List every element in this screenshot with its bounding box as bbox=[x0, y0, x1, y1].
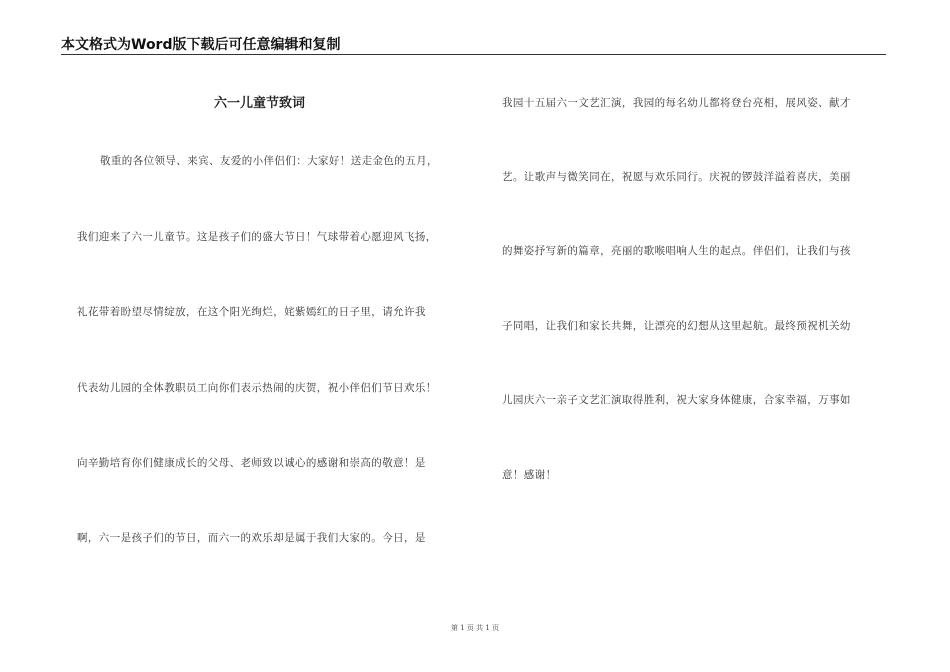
header-divider bbox=[61, 54, 886, 55]
right-column-line: 艺。让歌声与微笑同在，祝愿与欢乐同行。庆祝的锣鼓洋溢着喜庆，美丽 bbox=[502, 171, 851, 183]
page-header-title: 本文格式为Word版下载后可任意编辑和复制 bbox=[61, 37, 341, 53]
right-column-line: 的舞姿抒写新的篇章，亮丽的歌喉唱响人生的起点。伴侣们，让我们与孩 bbox=[502, 245, 851, 257]
left-column-line: 代表幼儿园的全体教职员工向你们表示热闹的庆贺，祝小伴侣们节日欢乐！ bbox=[77, 382, 437, 394]
left-column-line: 我们迎来了六一儿童节。这是孩子们的盛大节日！气球带着心愿迎风飞扬， bbox=[77, 231, 437, 243]
right-column-line: 意！感谢！ bbox=[502, 469, 557, 481]
document-title: 六一儿童节致词 bbox=[214, 96, 306, 111]
left-column-line: 礼花带着盼望尽情绽放，在这个阳光绚烂，姹紫嫣红的日子里，请允许我 bbox=[77, 306, 426, 318]
right-column-line: 我园十五届六一文艺汇演，我园的每名幼儿都将登台亮相，展风姿、献才 bbox=[502, 97, 851, 109]
left-column-line: 敬重的各位领导、来宾、友爱的小伴侣们：大家好！送走金色的五月， bbox=[100, 155, 438, 167]
right-column-line: 儿园庆六一亲子文艺汇演取得胜利，祝大家身体健康，合家幸福，万事如 bbox=[502, 394, 851, 406]
page-footer: 第 1 页 共 1 页 bbox=[450, 624, 500, 632]
left-column-line: 向辛勤培育你们健康成长的父母、老师致以诚心的感谢和崇高的敬意！是 bbox=[77, 457, 426, 469]
left-column-line: 啊，六一是孩子们的节日，而六一的欢乐却是属于我们大家的。今日，是 bbox=[77, 532, 426, 544]
right-column-line: 子同唱，让我们和家长共舞，让漂亮的幻想从这里起航。最终预祝机关幼 bbox=[502, 320, 851, 332]
